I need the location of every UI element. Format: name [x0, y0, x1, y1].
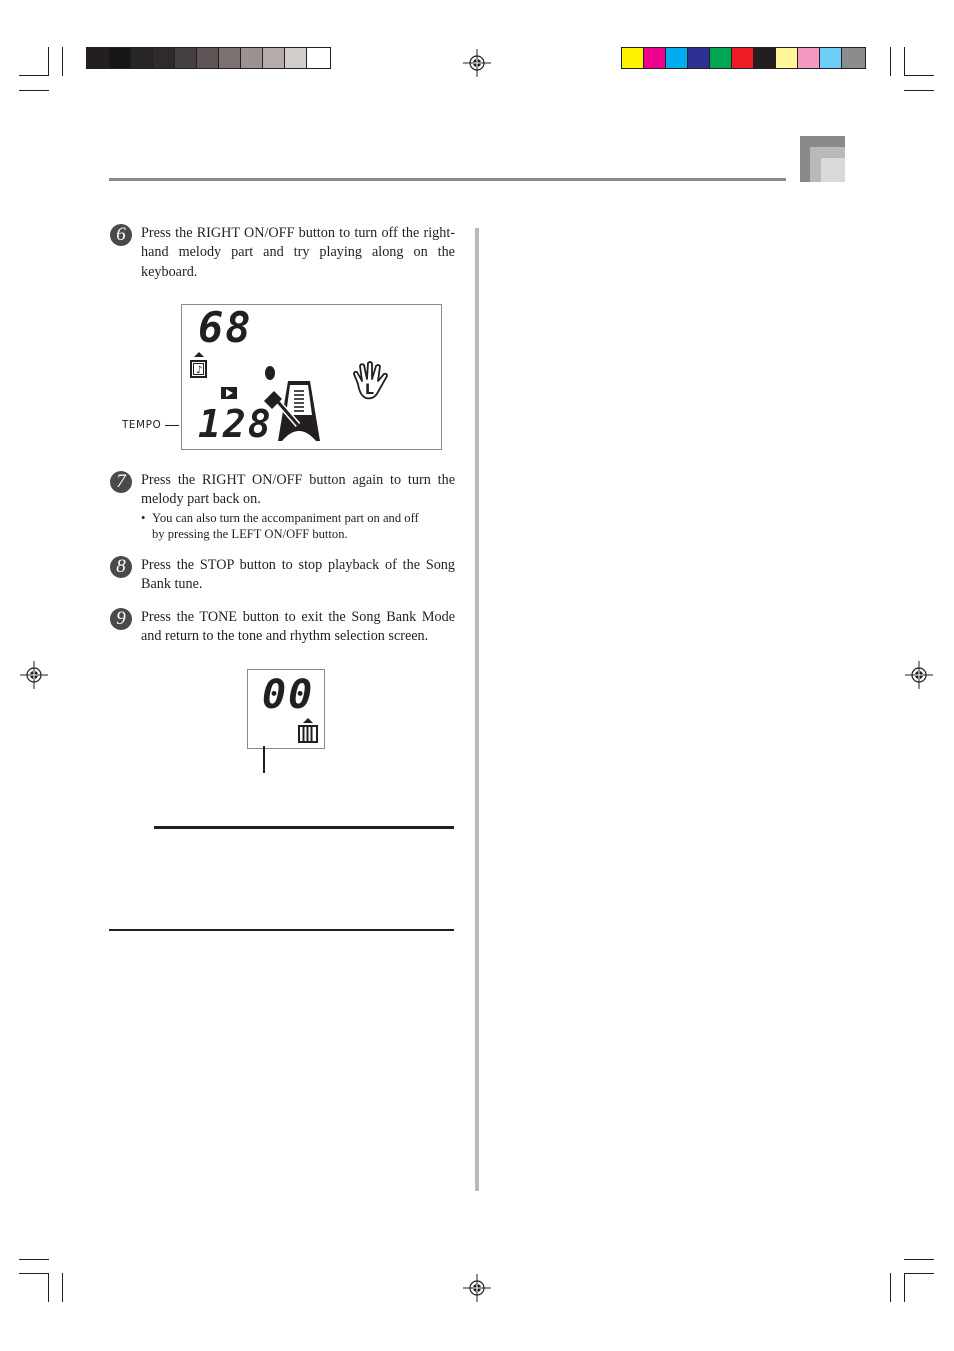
step-text: Press the STOP button to stop playback of the Song Bank tune. — [141, 557, 455, 593]
step-text: Press the RIGHT ON/OFF button to turn off the right-hand melody part and try playing along on the keyboard. — [141, 225, 455, 280]
note-box-top-rule — [154, 826, 454, 829]
registration-mark-left — [20, 661, 48, 689]
step-number-badge: 8 — [110, 556, 132, 578]
step-number-badge: 7 — [110, 471, 132, 493]
gray-swatch — [152, 47, 175, 69]
tempo-digits: 128 — [198, 402, 273, 446]
step-number-badge: 6 — [110, 224, 132, 246]
color-swatch — [819, 47, 842, 69]
tempo-leader-line — [165, 425, 179, 426]
callout-pointer-line — [263, 746, 265, 773]
gray-swatch — [284, 47, 307, 69]
registration-mark-bottom — [463, 1274, 491, 1302]
step-7 — [110, 471, 455, 542]
song-bank-icon — [188, 351, 210, 381]
step-text: Press the RIGHT ON/OFF button again to turn the melody part back on. — [141, 472, 455, 508]
left-hand-icon — [350, 360, 392, 402]
note-line-2: by pressing the LEFT ON/OFF button. — [152, 526, 348, 541]
color-swatch — [841, 47, 866, 69]
gray-swatch — [86, 47, 109, 69]
metronome-icon — [260, 365, 322, 443]
color-swatch — [709, 47, 732, 69]
color-swatch — [665, 47, 688, 69]
song-number-digits: 68 — [198, 303, 253, 352]
step-9 — [110, 608, 455, 647]
step-number-badge: 9 — [110, 608, 132, 630]
color-swatch — [687, 47, 710, 69]
lcd-display-tone — [247, 669, 325, 749]
gray-swatch — [174, 47, 197, 69]
lcd-display-song — [181, 304, 442, 450]
registration-mark-top — [463, 49, 491, 77]
color-swatch — [797, 47, 820, 69]
tone-number-digits: 00 — [262, 672, 315, 718]
gray-swatch — [130, 47, 153, 69]
color-swatch — [643, 47, 666, 69]
bullet-dot: • — [141, 510, 146, 525]
color-swatch — [621, 47, 644, 69]
registration-mark-right — [905, 661, 933, 689]
hand-letter: L — [365, 382, 374, 398]
play-indicator-icon — [221, 387, 237, 399]
color-swatch — [731, 47, 754, 69]
gray-swatch — [306, 47, 331, 69]
gray-swatch — [262, 47, 285, 69]
gray-swatch — [108, 47, 131, 69]
step-text: Press the TONE button to exit the Song Bank Mode and return to the tone and rhythm selection screen. — [141, 609, 455, 645]
note-box-bottom-rule — [109, 929, 454, 931]
note-line-1: You can also turn the accompaniment part on and off — [152, 510, 419, 525]
gray-swatch — [196, 47, 219, 69]
gray-swatch — [240, 47, 263, 69]
step-8 — [110, 556, 455, 595]
column-divider — [475, 228, 479, 1191]
color-swatch — [775, 47, 798, 69]
step-6 — [110, 224, 455, 282]
tempo-label: TEMPO — [122, 419, 162, 431]
header-rule — [109, 178, 786, 181]
tone-keyboard-icon — [296, 717, 320, 745]
gray-swatch — [218, 47, 241, 69]
svg-text:♪: ♪ — [196, 365, 203, 376]
step-note — [141, 510, 455, 542]
color-swatch — [753, 47, 776, 69]
